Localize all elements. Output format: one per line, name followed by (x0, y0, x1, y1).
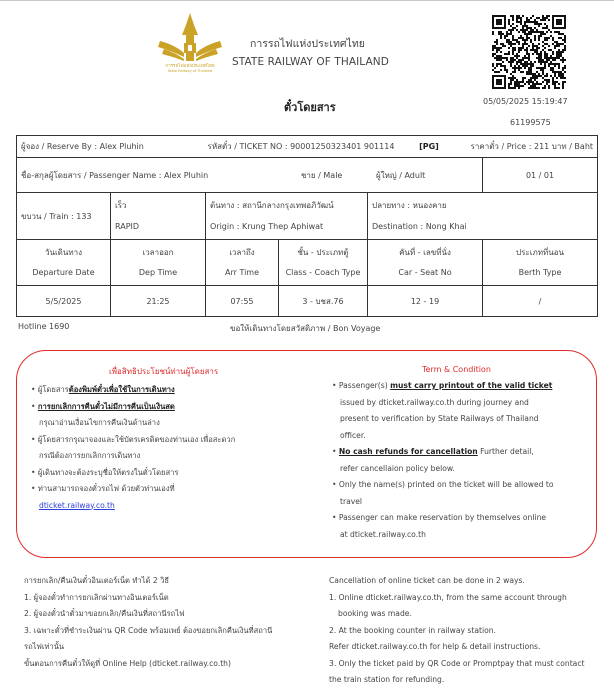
cancellation-policy-th (24, 573, 314, 672)
col-header-en: Dep Time (138, 267, 178, 277)
notice-item: • ผู้โดยสารต้องพิมพ์ตั๋วเพื่อใช้ในการเดินทาง (31, 385, 175, 394)
notice-title-en: Term & Condition (422, 365, 491, 374)
notice-item-text: Further detail, (477, 447, 534, 456)
notice-item-text: Only the name(s) printed on the ticket will be allowed to (338, 480, 554, 489)
col-header-th: ชั้น - ประเภทตู้ (297, 247, 349, 257)
notice-item: • Only the name(s) printed on the ticket will be allowed to (332, 480, 554, 489)
ticket-price: ราคาตั๋ว / Price : 211 บาท / Baht (470, 142, 594, 151)
notice-item-text: ท่านสามารถจองตั๋วรถไฟ ด้วยตัวท่านเองที่ (37, 484, 175, 493)
cancellation-line: การยกเลิก/คืนเงินตั๋วอินเตอร์เน็ต ทำได้ 2 วิธี (24, 576, 169, 585)
col-header-en: Departure Date (32, 267, 95, 277)
srt-emblem-icon (150, 11, 230, 73)
notice-item-emphasis: No cash refunds for cancellation (338, 447, 478, 456)
notice-item: issued by dticket.railway.co.th during journey and (340, 397, 529, 407)
col-header-th: คันที่ - เลขที่นั่ง (399, 247, 451, 257)
ticket-row-route (17, 193, 598, 240)
notice-item: refer cancellaion policy below. (340, 463, 455, 473)
passenger-age-type: ผู้ใหญ่ / Adult (376, 170, 426, 180)
cancellation-line: 2. At the booking counter in railway station. (329, 625, 496, 635)
notice-item-text: Passenger(s) (338, 381, 391, 390)
cancellation-line: booking was made. (338, 609, 412, 618)
notice-item-text: Passenger can make reservation by themselves online (338, 513, 547, 522)
cancellation-line: รถไฟเท่านั้น (24, 642, 65, 651)
car-seat-number: 12 - 19 (368, 286, 483, 317)
col-header-th: วันเดินทาง (44, 247, 83, 257)
cancellation-line: 1. ผู้จองตั๋วทำการยกเลิกผ่านทางอินเตอร์เน็ต (24, 592, 169, 602)
col-header-en: Car - Seat No (398, 267, 452, 277)
col-header-th: เวลาถึง (229, 247, 255, 257)
notice-item: travel (340, 496, 363, 506)
notice-title-th: เพื่อสิทธิประโยชน์ท่านผู้โดยสาร (109, 367, 219, 376)
qr-code-icon (492, 15, 566, 89)
origin-en: Origin : Krung Thep Aphiwat (210, 222, 324, 231)
departure-time: 21:25 (111, 286, 206, 317)
notice-item: กรณีต้องการยกเลิกการเดินทาง (39, 451, 141, 460)
org-name-en: STATE RAILWAY OF THAILAND (232, 56, 389, 68)
notice-item: • ท่านสามารถจองตั๋วรถไฟ ด้วยตัวท่านเองที่ (31, 484, 175, 493)
notice-item: กรุณาอ่านเงื่อนไขการคืนเงินด้านล่าง (39, 418, 160, 427)
cancellation-line: the train station for refunding. (329, 675, 445, 684)
notice-item: • No cash refunds for cancellation Further detail, (332, 447, 534, 456)
reserve-by: ผู้จอง / Reserve By : Alex Pluhin (21, 142, 144, 151)
notice-item-text: ผู้เดินทางจะต้องระบุชื่อให้ตรงในตั๋วโดยสาร (37, 467, 179, 477)
seat-count: 01 / 01 (483, 158, 598, 193)
ticket-row-passenger (17, 158, 598, 193)
hotline: Hotline 1690 (18, 322, 70, 331)
col-header-en: Berth Type (518, 267, 562, 277)
notice-item-emphasis: must carry printout of the valid ticket (390, 381, 553, 390)
dticket-link[interactable]: dticket.railway.co.th (39, 500, 115, 510)
notice-item: • Passenger can make reservation by themselves online (332, 513, 547, 522)
departure-date: 5/5/2025 (17, 286, 111, 317)
ticket-table (16, 135, 598, 317)
cancellation-line: ขั้นตอนการคืนตั๋วให้ดูที่ Online Help (dticket.railway.co.th) (24, 658, 231, 668)
ticket-row-headers (17, 240, 598, 286)
destination-th: ปลายทาง : หนองคาย (372, 201, 447, 210)
passenger-name: ชื่อ-สกุลผู้โดยสาร / Passenger Name : Alex Pluhin (21, 170, 209, 180)
issued-datetime: 05/05/2025 15:19:47 (483, 97, 568, 106)
class-coach-type: 3 - บชส.76 (279, 286, 368, 317)
bon-voyage: ขอให้เดินทางโดยสวัสดิภาพ / Bon Voyage (230, 324, 381, 333)
col-header-th: ประเภทที่นอน (516, 247, 565, 257)
reference-number: 61199575 (510, 118, 551, 127)
ticket-row-reserve (17, 136, 598, 158)
notice-item: present to verification by State Railways of Thailand (340, 414, 539, 423)
cancellation-line: 3. เฉพาะตั๋วที่ชำระเงินผ่าน QR Code พร้อมเพย์ ต้องขอยกเลิกคืนเงินที่สถานี (24, 625, 273, 635)
arrival-time: 07:55 (206, 286, 279, 317)
berth-type: / (483, 286, 598, 317)
ticket-tag: [PG] (419, 142, 439, 151)
notice-box (16, 350, 597, 558)
document-title: ตั๋วโดยสาร (284, 101, 336, 114)
logo-caption-th: การรถไฟแห่งประเทศไทย (165, 64, 215, 69)
notice-item: • ผู้โดยสารกรุณาจองและใช้บัตรเครดิตของท่านเอง เพื่อสะดวก (31, 434, 236, 444)
notice-item: • Passenger(s) must carry printout of the valid ticket (332, 381, 553, 390)
col-header-th: เวลาออก (142, 247, 174, 257)
passenger-gender: ชาย / Male (301, 170, 343, 180)
col-header-en: Arr Time (224, 267, 260, 277)
notice-item: • การยกเลิกการคืนตั๋วไม่มีการคืนเป็นเงินสด (31, 401, 175, 411)
notice-item-emphasis: ต้องพิมพ์ตั๋วเพื่อใช้ในการเดินทาง (68, 385, 175, 394)
train-number: ขบวน / Train : 133 (17, 193, 111, 240)
notice-item: • ผู้เดินทางจะต้องระบุชื่อให้ตรงในตั๋วโดยสาร (31, 467, 179, 477)
ticket-number: รหัสตั๋ว / TICKET NO : 90001250323401 901114 (207, 142, 395, 151)
cancellation-line: 1. Online dticket.railway.co.th, from the same account through (329, 592, 567, 602)
logo-caption-en: State Railway of Thailand (167, 69, 213, 73)
destination-en: Destination : Nong Khai (372, 222, 467, 231)
cancellation-line: 3. Only the ticket paid by QR Code or Promptpay that must contact (329, 658, 585, 668)
notice-thai-column (31, 365, 311, 514)
notice-item-text: ผู้โดยสารกรุณาจองและใช้บัตรเครดิตของท่านเอง เพื่อสะดวก (37, 434, 236, 444)
train-type-th: เร็ว (115, 201, 127, 210)
org-name-th: การรถไฟแห่งประเทศไทย (250, 38, 365, 50)
cancellation-line: 2. ผู้จองตั๋วนำตั๋วมาขอยกเลิก/คืนเงินที่สถานีรถไฟ (24, 609, 185, 618)
cancellation-line: Cancellation of online ticket can be done in 2 ways. (329, 576, 525, 585)
cancellation-policy-en (329, 573, 609, 689)
origin-th: ต้นทาง : สถานีกลางกรุงเทพอภิวัฒน์ (210, 201, 334, 210)
col-header-en: Class - Coach Type (285, 267, 361, 277)
notice-item: officer. (340, 430, 366, 440)
notice-item: at dticket.railway.co.th (340, 529, 426, 539)
notice-english-column (332, 365, 587, 543)
cancellation-line: Refer dticket.railway.co.th for help & detail instructions. (329, 642, 541, 651)
train-type-en: RAPID (115, 222, 140, 231)
ticket-row-values (17, 286, 598, 317)
notice-item-emphasis: การยกเลิกการคืนตั๋วไม่มีการคืนเป็นเงินสด (37, 401, 175, 411)
notice-item-text: ผู้โดยสาร (37, 385, 69, 394)
